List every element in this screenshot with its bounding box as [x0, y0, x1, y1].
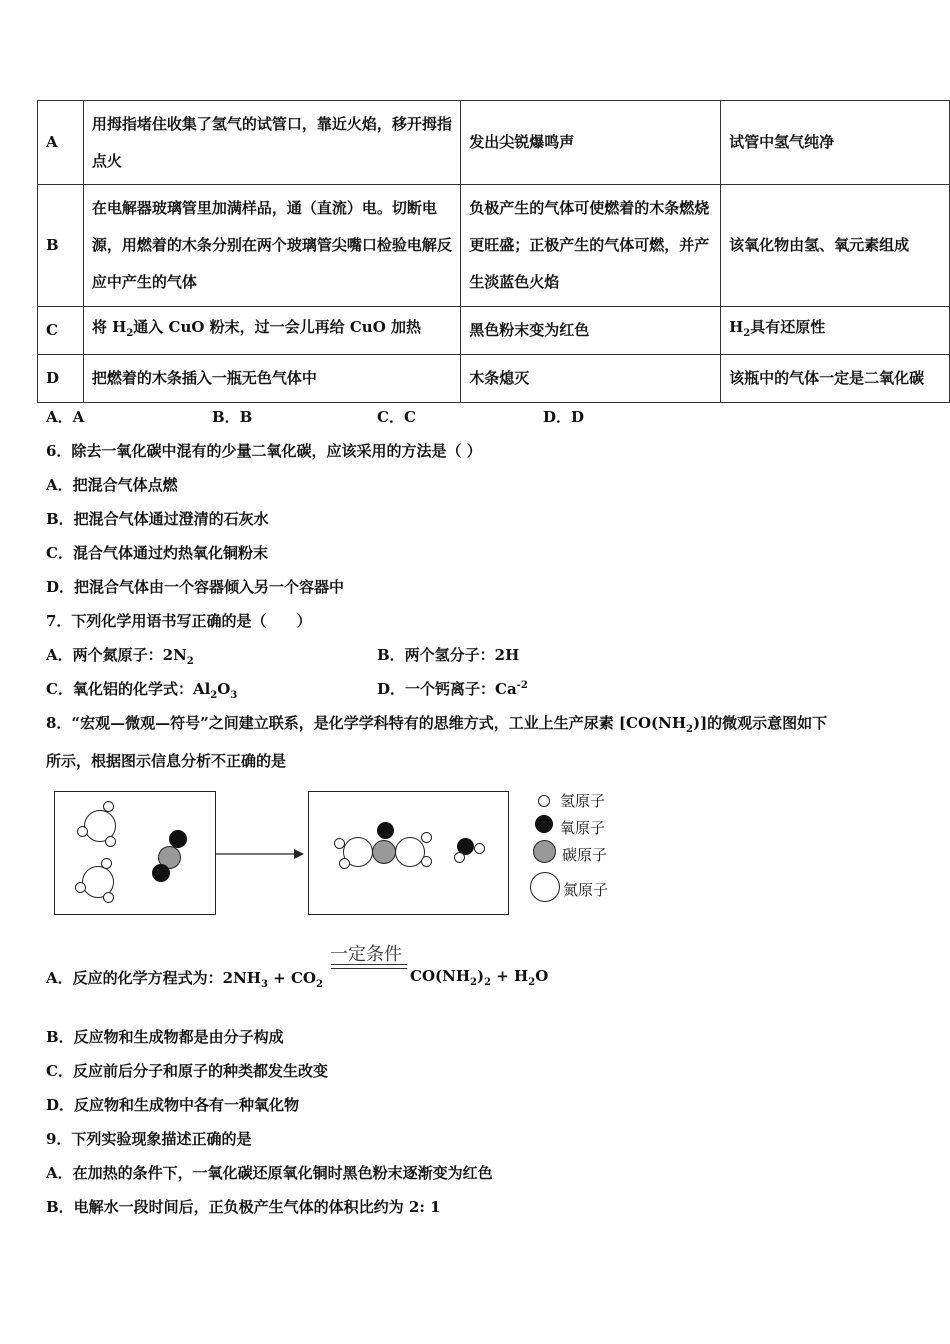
q8-stem-line1: 8．“宏观—微观—符号”之间建立联系，是化学学科特有的思维方式，工业上生产尿素 $[CO(NH_2)]$的微观示意图如下: [46, 714, 828, 735]
q8-option-a[interactable]: A．反应的化学方程式为：$2NH_3 + CO_2$: [46, 969, 323, 990]
table-row: [38, 307, 950, 355]
carbon-atom: [372, 840, 396, 864]
q5-option-c[interactable]: C．C: [377, 408, 416, 426]
equals-line-bottom: [331, 968, 407, 969]
products-box: [308, 791, 509, 915]
q6-option-c[interactable]: C．混合气体通过灼热氧化铜粉末: [46, 544, 268, 562]
q8-option-a-products: $CO(NH_2)_2 + H_2O$: [410, 967, 549, 988]
q7-option-b[interactable]: B．两个氢分子：2H: [377, 646, 520, 664]
hydrogen-atom: [101, 858, 112, 869]
oxygen-atom: [377, 822, 394, 839]
operation-cell: 用拇指堵住收集了氢气的试管口，靠近火焰，移开拇指点火: [83, 101, 460, 185]
experiment-table: [37, 100, 950, 403]
q7-stem: 7．下列化学用语书写正确的是（ ）: [46, 612, 312, 630]
reactants-box: [54, 791, 216, 915]
q9-option-a[interactable]: A．在加热的条件下，一氧化碳还原氧化铜时黑色粉末逐渐变为红色: [46, 1164, 493, 1182]
conclusion-cell: 试管中氢气纯净: [721, 101, 950, 185]
q5-option-d[interactable]: D．D: [543, 408, 585, 426]
operation-cell: 在电解器玻璃管里加满样品，通（直流）电。切断电源，用燃着的木条分别在两个玻璃管尖嘴口检验电解反应中产生的气体: [83, 185, 460, 307]
hydrogen-atom: [77, 826, 88, 837]
hydrogen-atom: [75, 882, 86, 893]
q6-option-b[interactable]: B．把混合气体通过澄清的石灰水: [46, 510, 269, 528]
operation-cell: 将 $H_2$通入 CuO 粉末，过一会儿再给 CuO 加热: [83, 307, 460, 355]
hydrogen-atom: [103, 801, 114, 812]
conclusion-cell: 该瓶中的气体一定是二氧化碳: [721, 355, 950, 403]
nitrogen-legend-icon: [530, 872, 560, 902]
legend-label-hydrogen: 氢原子: [560, 792, 606, 810]
hydrogen-atom: [103, 892, 114, 903]
q8-option-d[interactable]: D．反应物和生成物中各有一种氧化物: [46, 1096, 300, 1114]
row-label: D: [38, 355, 84, 403]
row-label: A: [38, 101, 84, 185]
oxygen-atom: [152, 864, 170, 882]
table-row: [38, 101, 950, 185]
phenomenon-cell: 负极产生的气体可使燃着的木条燃烧更旺盛；正极产生的气体可燃，并产生淡蓝色火焰: [461, 185, 721, 307]
hydrogen-atom: [454, 852, 465, 863]
hydrogen-atom: [105, 836, 116, 847]
q9-stem: 9．下列实验现象描述正确的是: [46, 1130, 252, 1148]
oxygen-legend-icon: [535, 815, 553, 833]
conclusion-cell: 该氧化物由氢、氧元素组成: [721, 185, 950, 307]
q6-stem: 6．除去一氧化碳中混有的少量二氧化碳，应该采用的方法是（ ）: [46, 442, 482, 460]
hydrogen-atom: [474, 843, 485, 854]
q7-option-a[interactable]: A．两个氮原子：$2N_2$: [46, 646, 194, 667]
q7-option-d[interactable]: D．一个钙离子：$Ca^{-2}$: [377, 680, 528, 698]
phenomenon-cell: 发出尖锐爆鸣声: [461, 101, 721, 185]
row-label: C: [38, 307, 84, 355]
q6-option-a[interactable]: A．把混合气体点燃: [46, 476, 178, 494]
phenomenon-cell: 木条熄灭: [461, 355, 721, 403]
table-row: [38, 185, 950, 307]
q5-option-a[interactable]: A．A: [46, 408, 85, 426]
q5-option-b[interactable]: B．B: [212, 408, 253, 426]
hydrogen-atom: [421, 856, 432, 867]
operation-cell: 把燃着的木条插入一瓶无色气体中: [83, 355, 460, 403]
row-label: B: [38, 185, 84, 307]
reaction-condition: 一定条件: [330, 944, 402, 965]
q8-stem-line2: 所示，根据图示信息分析不正确的是: [46, 752, 287, 770]
table-row: [38, 355, 950, 403]
hydrogen-legend-icon: [538, 795, 550, 807]
hydrogen-atom: [339, 858, 350, 869]
carbon-legend-icon: [533, 840, 556, 863]
q7-option-c[interactable]: C．氧化铝的化学式：$Al_2O_3$: [46, 680, 238, 701]
legend-label-nitrogen: 氮原子: [563, 881, 609, 899]
reaction-arrow-icon: [216, 846, 306, 862]
phenomenon-cell: 黑色粉末变为红色: [461, 307, 721, 355]
q9-option-b[interactable]: B．电解水一段时间后，正负极产生气体的体积比约为 2: 1: [46, 1198, 441, 1216]
legend-label-oxygen: 氧原子: [560, 819, 606, 837]
conclusion-cell: $H_2$具有还原性: [721, 307, 950, 355]
q6-option-d[interactable]: D．把混合气体由一个容器倾入另一个容器中: [46, 578, 345, 596]
q8-option-b[interactable]: B．反应物和生成物都是由分子构成: [46, 1028, 284, 1046]
hydrogen-atom: [334, 838, 345, 849]
q8-option-c[interactable]: C．反应前后分子和原子的种类都发生改变: [46, 1062, 328, 1080]
hydrogen-atom: [421, 832, 432, 843]
legend-label-carbon: 碳原子: [562, 846, 608, 864]
equals-line-top: [331, 964, 407, 965]
